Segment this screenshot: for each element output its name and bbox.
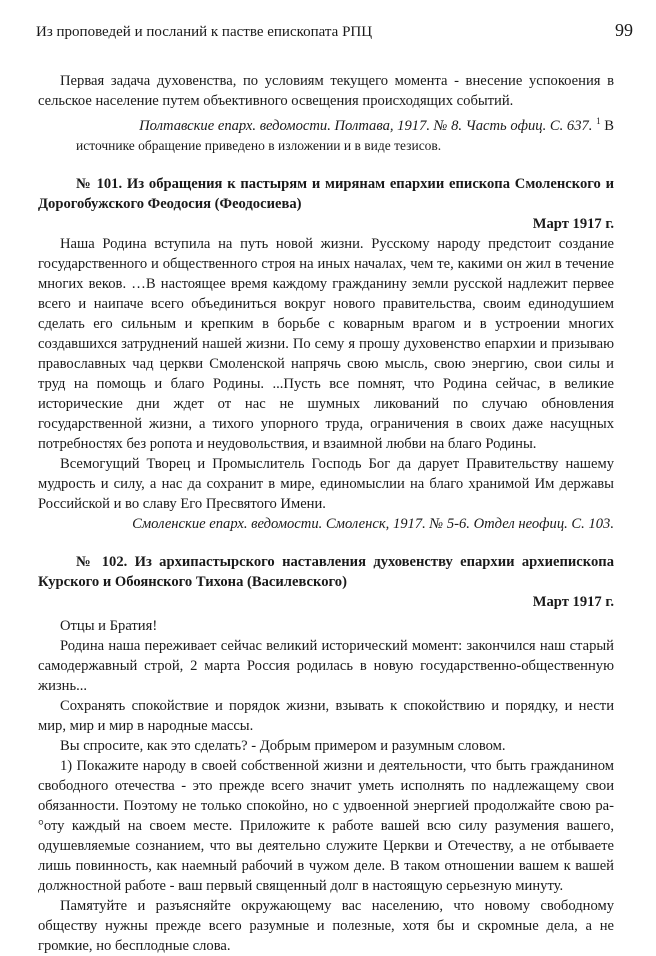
doc101-source: Смоленские епарх. ведомости. Смоленск, 1917. № 5-6. Отдел неофиц. С. 103. (132, 515, 614, 532)
running-header-title: Из проповедей и посланий к пастве епископата РПЦ (36, 24, 373, 40)
doc101-heading: № 101. Из обращения к пастырям и мирянам епархии епископа Смоленского и Дорогобужского Феодосия (Феодосиева) (38, 175, 614, 212)
doc102-paragraph: Сохранять спокойствие и порядок жизни, взывать к спокойствию и порядку, и нести мир, мир и мир в народные массы. (38, 697, 614, 734)
running-header (28, 21, 633, 43)
doc102-paragraph: Родина наша переживает сейчас великий исторический момент: закончился наш старый самодержавный строй, 2 марта Россия родилась в новую государственно-общественную жизнь... (38, 637, 614, 694)
intro-source (38, 111, 614, 156)
intro-source-tail: источнике обращение приведено в изложении и в виде тезисов. (76, 137, 442, 153)
intro-source-citation: Полтавские епарх. ведомости. Полтава, 1917. № 8. Часть офиц. С. 637. (139, 117, 593, 134)
doc102-paragraph: Памятуйте и разъясняйте окружающему вас населению, что новому свободному обществу нужны прежде всего разумные и полезные, хотя бы и скромные дела, а не громкие, но бесплодные слова. (38, 897, 614, 954)
doc101-paragraph: Всемогущий Творец и Промыслитель Господь Бог да дарует Правительству нашему мудрость и силу, а нас да сохранит в мире, единомыслии на благо хранимой Им державы Российской и во славу Его Пресвятого Имени. (38, 455, 614, 512)
intro-source-tail-start: В (604, 117, 614, 134)
doc101-date: Март 1917 г. (532, 215, 614, 232)
doc102-heading: № 102. Из архипастырского наставления духовенству епархии архиепископа Курского и Обоянского Тихона (Василевского) (38, 553, 614, 590)
document-body (38, 71, 614, 956)
intro-paragraph: Первая задача духовенства, по условиям текущего момента - внесение успокоения в сельское население путем объективного освещения происходящих событий. (38, 73, 614, 109)
doc102-salutation: Отцы и Братия! (60, 617, 158, 634)
footnote-mark: 1 (596, 116, 601, 126)
doc102-paragraph: 1) Покажите народу в своей собственной жизни и деятельности, что быть гражданином свободного отечества - это прежде всего значит уметь исполнять по надлежащему свои обязанности. Поэтому не только спокойно, но с удвоенной энергией продолжайте свою ра-°оту каждый на своем месте. Приложите к работе вашей всю силу разумения вашего, одушевляемые сознанием, что вы деятельно служите Церкви и Отечеству, а не отбываете лишь повинность, как наемный рабочий в чужом деле. В таком отношении вашем к вашей должностной работе - ваш первый священный долг в настоящую серьезную минуту. (38, 757, 614, 894)
doc102-paragraph: Вы спросите, как это сделать? - Добрым примером и разумным словом. (60, 737, 506, 754)
page-number: 99 (615, 20, 633, 40)
doc102-date: Март 1917 г. (532, 593, 614, 610)
doc101-paragraph: Наша Родина вступила на путь новой жизни. Русскому народу предстоит создание государственного и общественного строя на иных началах, чем те, какими он жил в течение многих веков. …В настоящее время каждому гражданину земли русской надлежит первее всего и наипаче всего объединиться вокруг нового правительства, своим единодушием сделать его сильным и крепким в борьбе с коварным врагом и в устроении многих создавшихся затруднений нашей жизни. По сему я прошу духовенство епархии и призываю православных чад церкви Смоленской напрячь свою мысль, свою энергию, свои силы и труд на помощь и благо Родины. ...Пусть все помнят, что Родина сейчас, в великие исторические дни ждет от нас не шумных ликований по случаю обновления государственной жизни, а тихого упорного труда, ограничения в своих даже насущных потребностях без ропота и неудовольствия, и взаимной любви на благо Родины. (38, 235, 614, 452)
